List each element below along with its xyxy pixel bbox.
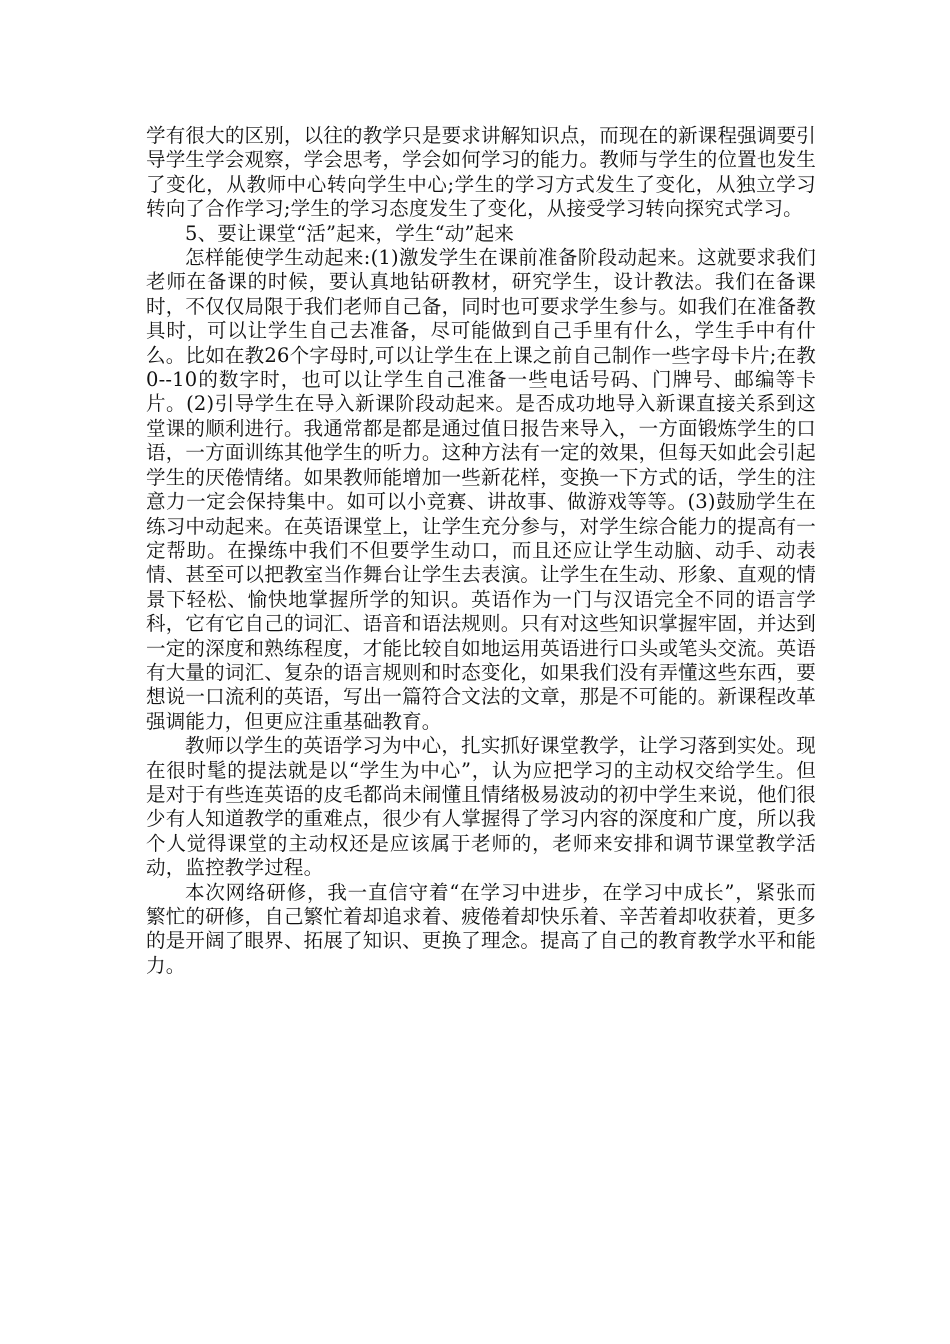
document-body	[146, 124, 816, 978]
paragraph-activate-students: 怎样能使学生动起来:(1)激发学生在课前准备阶段动起来。这就要求我们老师在备课的时候，要认真地钻研教材，研究学生，设计教法。我们在备课时，不仅仅局限于我们老师自己备，同时也可要求学生参与。如我们在准备教具时，可以让学生自己去准备，尽可能做到自己手里有什么，学生手中有什么。比如在教26个字母时,可以让学生在上课之前自己制作一些字母卡片;在教 0--10的数字时，也可以让学生自己准备一些电话号码、门牌号、邮编等卡片。(2)引导学生在导入新课阶段动起来。是否成功地导入新课直接关系到这堂课的顺利进行。我通常都是都是通过值日报告来导入，一方面锻炼学生的口语，一方面训练其他学生的听力。这种方法有一定的效果，但每天如此会引起学生的厌倦情绪。如果教师能增加一些新花样，变换一下方式的话，学生的注意力一定会保持集中。如可以小竞赛、讲故事、做游戏等等。(3)鼓励学生在练习中动起来。在英语课堂上，让学生充分参与，对学生综合能力的提高有一定帮助。在操练中我们不但要学生动口，而且还应让学生动脑、动手、动表情、甚至可以把教室当作舞台让学生去表演。让学生在生动、形象、直观的情景下轻松、愉快地掌握所学的知识。英语作为一门与汉语完全不同的语言学科，它有它自己的词汇、语音和语法规则。只有对这些知识掌握牢固，并达到一定的深度和熟练程度，才能比较自如地运用英语进行口头或笔头交流。英语有大量的词汇、复杂的语言规则和时态变化，如果我们没有弄懂这些东西，要想说一口流利的英语，写出一篇符合文法的文章，那是不可能的。新课程改革强调能力，但更应注重基础教育。	[146, 246, 816, 733]
paragraph-continuation: 学有很大的区别，以往的教学只是要求讲解知识点，而现在的新课程强调要引导学生学会观察，学会思考，学会如何学习的能力。教师与学生的位置也发生了变化，从教师中心转向学生中心;学生的学习方式发生了变化，从独立学习转向了合作学习;学生的学习态度发生了变化，从接受学习转向探究式学习。	[146, 124, 816, 221]
paragraph-student-centered: 教师以学生的英语学习为中心，扎实抓好课堂教学，让学习落到实处。现在很时髦的提法就是以“学生为中心”，认为应把学习的主动权交给学生。但是对于有些连英语的皮毛都尚未闹懂且情绪极易波动的初中学生来说，他们很少有人知道教学的重难点，很少有人掌握得了学习内容的深度和广度，所以我个人觉得课堂的主动权还是应该属于老师的，老师来安排和调节课堂教学活动，监控教学过程。	[146, 734, 816, 880]
section-heading: 5、要让课堂“活”起来，学生“动”起来	[185, 221, 515, 245]
paragraph-conclusion: 本次网络研修，我一直信守着“在学习中进步，在学习中成长”，紧张而繁忙的研修，自己繁忙着却追求着、疲倦着却快乐着、辛苦着却收获着，更多的是开阔了眼界、拓展了知识、更换了理念。提高了自己的教育教学水平和能力。	[146, 880, 816, 977]
